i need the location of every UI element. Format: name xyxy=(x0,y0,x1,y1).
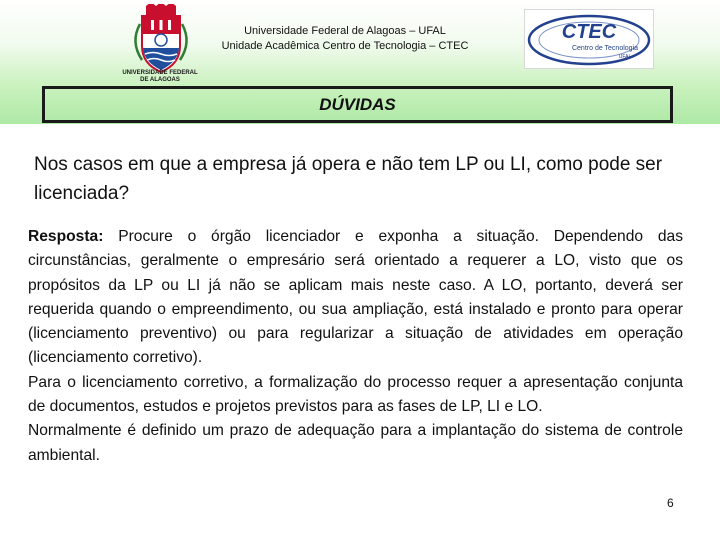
question-text: Nos casos em que a empresa já opera e não tem LP ou LI, como pode ser licenciada? xyxy=(34,154,663,204)
answer-paragraph-3: Normalmente é definido um prazo de adequação para a implantação do sistema de controle ambiental. xyxy=(28,422,683,464)
title-box xyxy=(42,86,673,123)
ufal-logo-caption-line2: DE ALAGOAS xyxy=(140,77,180,83)
ctec-logo-tag: UFAL xyxy=(618,54,632,60)
answer-paragraph-1-text: Procure o órgão licenciador e exponha a situação. Dependendo das circunstâncias, geralmente o empresário será orientado a requerer a LO, visto que os propósitos da LP ou LI já não se aplicam mais neste caso. A LO, portanto, deverá ser requerida quando o empreendimento, ou sua ampliação, está instalado e pronto para operar (licenciamento preventivo) ou para regularizar a situação de atividades em operação (licenciamento corretivo). xyxy=(28,228,683,367)
university-name: Universidade Federal de Alagoas – UFAL xyxy=(244,25,446,37)
ufal-logo-caption-line1: UNIVERSIDADE FEDERAL xyxy=(122,70,198,76)
page-number: 6 xyxy=(667,496,674,510)
institution-header xyxy=(190,24,500,54)
ctec-logo-title: CTEC xyxy=(561,21,617,43)
ufal-logo-caption xyxy=(112,70,208,84)
answer-block xyxy=(28,225,683,468)
answer-label: Resposta: xyxy=(28,228,104,245)
page-title: DÚVIDAS xyxy=(319,94,396,114)
ctec-logo-subtitle: Centro de Tecnologia xyxy=(571,45,639,52)
answer-paragraph-1 xyxy=(28,225,683,371)
answer-paragraph-2: Para o licenciamento corretivo, a formalização do processo requer a apresentação conjunta de documentos, estudos e projetos previstos para as fases de LP, LI e LO. xyxy=(28,373,683,416)
ctec-logo xyxy=(524,9,654,69)
unit-name: Unidade Acadêmica Centro de Tecnologia – CTEC xyxy=(221,40,469,52)
ctec-logo-icon xyxy=(525,10,653,68)
